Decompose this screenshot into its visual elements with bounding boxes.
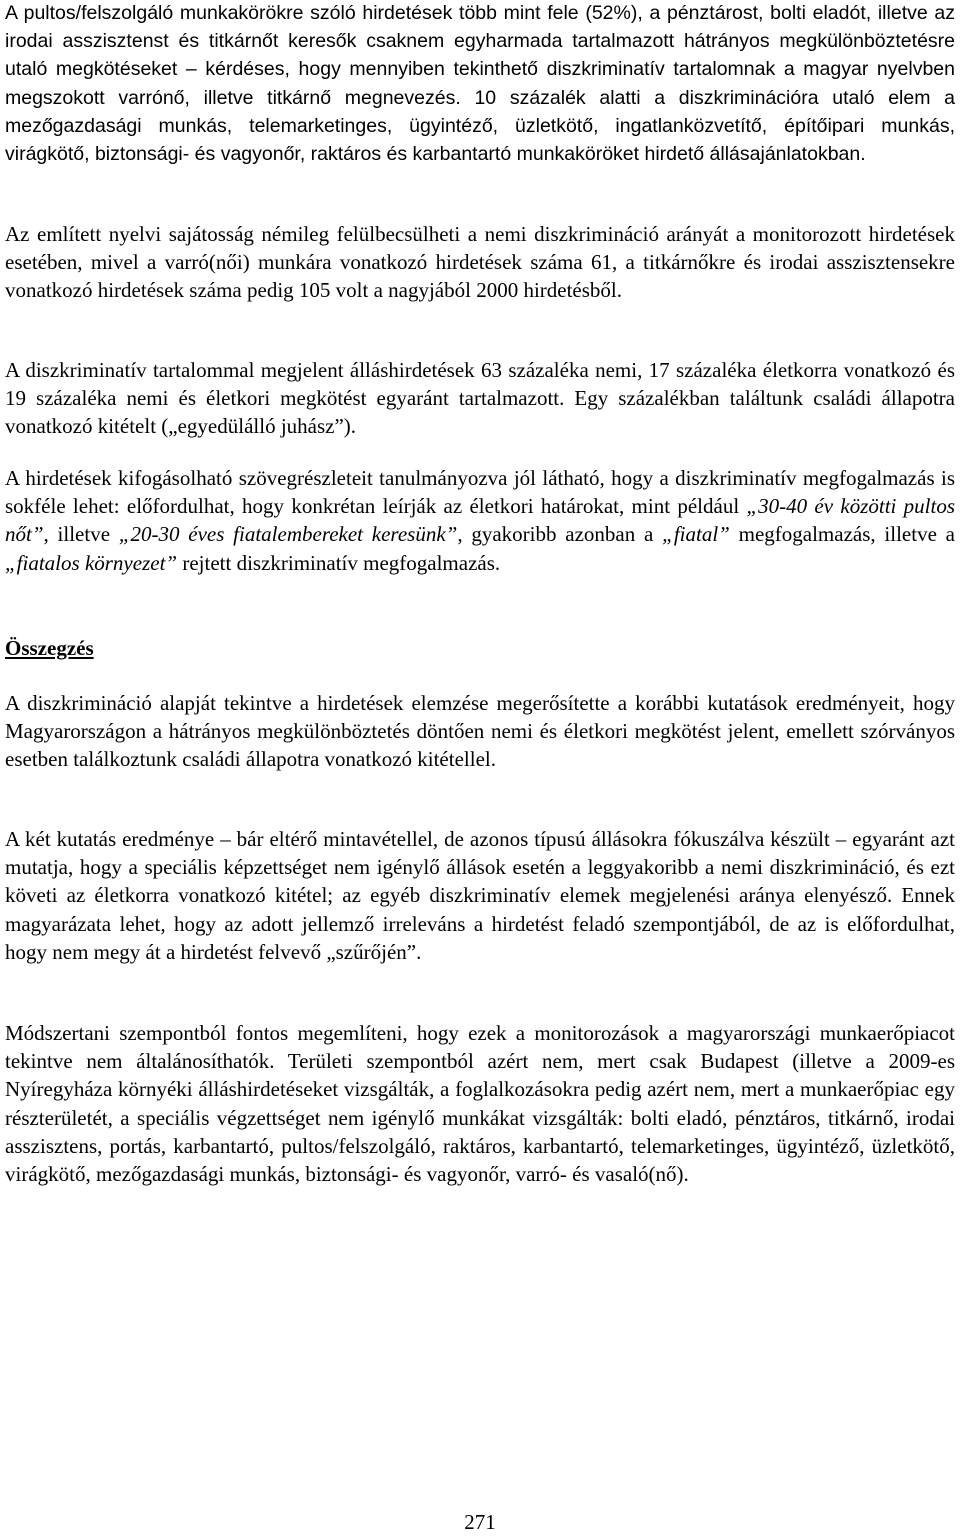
paragraph-osszegzes: A diszkrimináció alapját tekintve a hirdetések elemzése megerősítette a korábbi kutatások eredményeit, hogy Magyarországon a hátrányos megkülönböztetés döntően nemi és életkori megkötést jelent, emellett szórványos esetben találkoztunk családi állapotra vonatkozó kitétellel. [5,691,955,772]
quote: „fiatalos környezet” [5,550,178,575]
paragraph-megfogalmazas [5,464,955,577]
section-heading: Összegzés [5,636,94,660]
paragraph-text: A hirdetések kifogásolható szövegrészleteit tanulmányozva jól látható, hogy a diszkriminatív megfogalmazás is sokféle lehet: előfordulhat, hogy konkrétan leírják az életkori határokat, mint például [5,466,955,519]
quote: „20-30 éves fiatalembereket keresünk” [118,522,458,547]
paragraph-text: , illetve [43,522,119,547]
paragraph-diszkriminativ-tartalom: A diszkriminatív tartalommal megjelent álláshirdetések 63 százaléka nemi, 17 százaléka életkorra vonatkozó és 19 százaléka nemi és életkori megkötést egyaránt tartalmazott. Egy százalékban találtunk családi állapotra vonatkozó kitételt („egyedülálló juhász”). [5,358,955,439]
paragraph-nemi-arany: A pultos/felszolgáló munkakörökre szóló hirdetések több mint fele (52%), a pénztárost, bolti eladót, illetve az irodai asszisztenst és titkárnőt keresők csaknem egyharmada tartalmazott hátrányos megkülönböztetésre utaló megkötéseket – kérdéses, hogy mennyiben tekinthető diszkriminatív tartalomnak a magyar nyelvben megszokott varrónő, illetve titkárnő megnevezés. 10 százalék alatti a diszkriminációra utaló elem a mezőgazdasági munkás, telemarketinges, ügyintéző, üzletkötő, ingatlanközvetítő, építőipari munkás, virágkötő, biztonsági- és vagyonőr, raktáros és karbantartó munkaköröket hirdető állásajánlatokban. [5,2,955,166]
page-number: 271 [464,1510,496,1534]
paragraph-text: megfogalmazás, illetve a [729,522,956,547]
paragraph-text: , gyakoribb azonban a [457,522,663,547]
paragraph-modszertan: Módszertani szempontból fontos megemlíteni, hogy ezek a monitorozások a magyarországi munkaerőpiacot tekintve nem általánosíthatók. Területi szempontból azért nem, mert csak Budapest (illetve a 2009-es Nyíregyháza környéki álláshirdetéseket vizsgálták, a foglalkozásokra pedig azért nem, mert a munkaerőpiac egy részterületét, a speciális végzettséget nem igénylő munkákat vizsgálták: bolti eladó, pénztáros, titkárnő, irodai asszisztens, portás, karbantartó, pultos/felszolgáló, raktáros, karbantartó, telemarketinges, ügyintéző, üzletkötő, virágkötő, mezőgazdasági munkás, biztonsági- és vagyonőr, varró- és vasaló(nő). [5,1021,955,1187]
paragraph-ket-kutatas: A két kutatás eredménye – bár eltérő mintavétellel, de azonos típusú állásokra fókuszálva készült – egyaránt azt mutatja, hogy a speciális képzettséget nem igénylő állások esetén a leggyakoribb a nemi diszkrimináció, és ezt követi az életkorra vonatkozó kitétel; az egyéb diszkriminatív elemek megjelenési aránya elenyésző. Ennek magyarázata lehet, hogy az adott jellemző irreleváns a hirdetést feladó szempontjából, de az is előfordulhat, hogy nem megy át a hirdetést felvevő „szűrőjén”. [5,827,955,964]
paragraph-nyelvi-sajatossag: Az említett nyelvi sajátosság némileg felülbecsülheti a nemi diszkrimináció arányát a monitorozott hirdetések esetében, mivel a varró(női) munkára vonatkozó hirdetések száma 61, a titkárnőkre és irodai asszisztensekre vonatkozó hirdetések száma pedig 105 volt a nagyjából 2000 hirdetésből. [5,222,955,303]
quote: „30-40 év közötti pultos nőt” [5,494,955,547]
quote: „fiatal” [662,522,730,547]
paragraph-text: rejtett diszkriminatív megfogalmazás. [177,550,501,575]
